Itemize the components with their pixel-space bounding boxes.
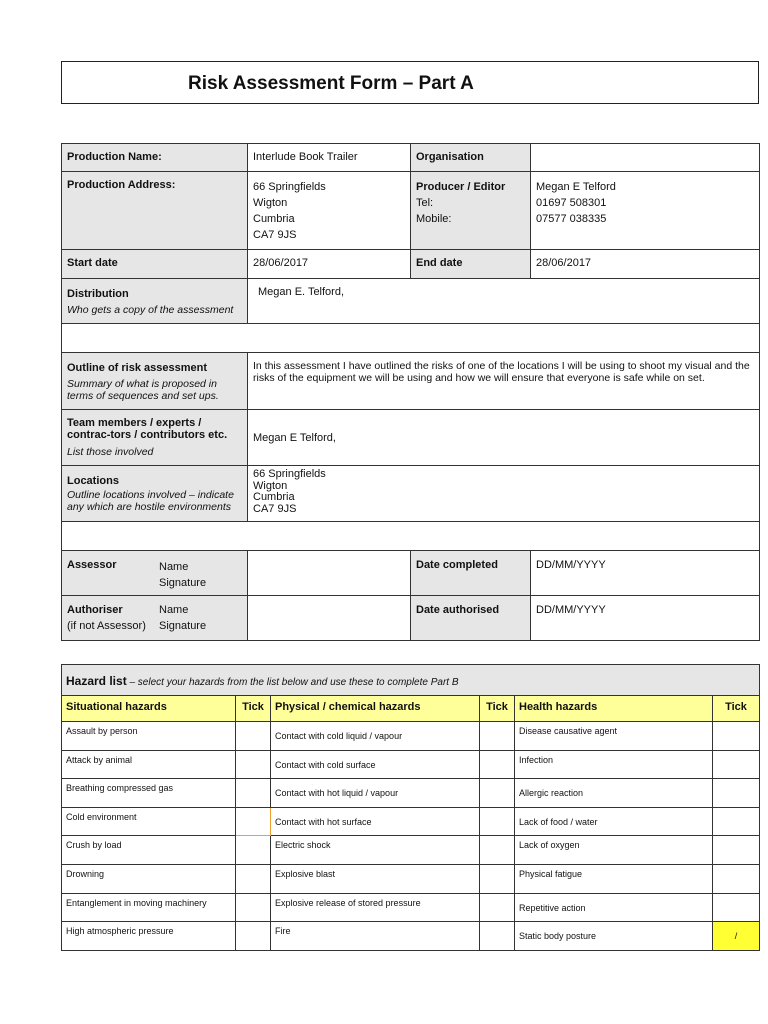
health-hazard-item: Static body posture (515, 922, 713, 951)
production-address-value[interactable] (248, 172, 411, 250)
locations-label: Locations (67, 475, 119, 487)
physical-tick-box[interactable] (480, 864, 515, 893)
situational-hazard-item: Crush by load (62, 836, 236, 865)
distribution-value[interactable]: Megan E. Telford, (248, 279, 760, 324)
team-label-cell (62, 410, 248, 466)
hazard-row (62, 864, 760, 893)
spacer-row (62, 324, 760, 353)
date-completed-value[interactable]: DD/MM/YYYY (531, 551, 760, 596)
producer-labels (411, 172, 531, 250)
end-date-label: End date (411, 250, 531, 279)
mobile-label: Mobile: (416, 213, 452, 225)
physical-tick-box[interactable] (480, 722, 515, 751)
situational-hazard-item: High atmospheric pressure (62, 922, 236, 951)
locations-label-cell (62, 466, 248, 522)
authoriser-label: Authoriser (67, 604, 123, 616)
end-date-value[interactable]: 28/06/2017 (531, 250, 760, 279)
organisation-label: Organisation (411, 144, 531, 172)
production-info-table (61, 143, 760, 641)
spacer-row (62, 522, 760, 551)
date-authorised-value[interactable]: DD/MM/YYYY (531, 596, 760, 641)
physical-hazard-item: Fire (271, 922, 480, 951)
hazard-list-subtitle: – select your hazards from the list below and use these to complete Part B (126, 677, 459, 688)
address-line: CA7 9JS (253, 229, 297, 241)
physical-hazard-item: Contact with hot surface (271, 807, 480, 836)
location-line: Wigton (253, 479, 288, 492)
producer-tel: 01697 508301 (536, 197, 607, 209)
location-line: Cumbria (253, 491, 295, 503)
team-label: Team members / experts / contrac-tors / contributors etc. (67, 417, 228, 441)
health-hazard-item: Repetitive action (515, 893, 713, 922)
locations-sub: Outline locations involved – indicate any which are hostile environments (67, 489, 234, 513)
title-box (61, 61, 759, 104)
distribution-sub: Who gets a copy of the assessment (67, 304, 234, 316)
hazard-row (62, 722, 760, 751)
assessor-fields (159, 559, 206, 591)
start-date-value[interactable]: 28/06/2017 (248, 250, 411, 279)
organisation-value[interactable] (531, 144, 760, 172)
authoriser-value[interactable] (248, 596, 411, 641)
production-name-label: Production Name: (62, 144, 248, 172)
situational-hazard-item: Cold environment (62, 807, 236, 836)
page-title: Risk Assessment Form – Part A (188, 73, 474, 94)
physical-hazard-item: Explosive blast (271, 864, 480, 893)
health-hazard-item: Physical fatigue (515, 864, 713, 893)
health-hazard-item: Allergic reaction (515, 779, 713, 808)
physical-hazard-item: Electric shock (271, 836, 480, 865)
physical-hazard-item: Contact with cold liquid / vapour (271, 722, 480, 751)
situational-hazard-item: Drowning (62, 864, 236, 893)
health-hazard-item: Infection (515, 750, 713, 779)
address-line: Cumbria (253, 213, 295, 225)
assessor-value[interactable] (248, 551, 411, 596)
authoriser-sub: (if not Assessor) (67, 620, 146, 632)
distribution-label: Distribution (67, 288, 129, 300)
health-tick-box[interactable] (713, 864, 760, 893)
situational-tick-box[interactable] (236, 750, 271, 779)
physical-hazard-item: Explosive release of stored pressure (271, 893, 480, 922)
assessor-label-cell (62, 551, 248, 596)
health-hazard-item: Lack of oxygen (515, 836, 713, 865)
situational-hazard-item: Breathing compressed gas (62, 779, 236, 808)
situational-tick-box[interactable] (236, 864, 271, 893)
authoriser-fields (159, 602, 206, 634)
signature-label: Signature (159, 620, 207, 632)
health-tick-box[interactable] (713, 836, 760, 865)
situational-hazard-item: Attack by animal (62, 750, 236, 779)
hazard-list-header (62, 665, 760, 696)
locations-value[interactable] (248, 466, 760, 522)
hazard-row (62, 750, 760, 779)
hazard-row (62, 893, 760, 922)
situational-tick-box[interactable] (236, 807, 271, 836)
situational-tick-box[interactable] (236, 722, 271, 751)
producer-values[interactable] (531, 172, 760, 250)
date-completed-label: Date completed (411, 551, 531, 596)
physical-hazard-item: Contact with hot liquid / vapour (271, 779, 480, 808)
health-tick-box[interactable] (713, 750, 760, 779)
health-hazard-item: Lack of food / water (515, 807, 713, 836)
physical-tick-box[interactable] (480, 779, 515, 808)
col-tick: Tick (236, 696, 271, 722)
signature-label: Signature (159, 577, 207, 589)
name-label: Name (159, 561, 189, 573)
physical-tick-box[interactable] (480, 807, 515, 836)
production-address-label: Production Address: (62, 172, 248, 250)
address-line: 66 Springfields (253, 181, 326, 193)
physical-tick-box[interactable] (480, 750, 515, 779)
health-tick-box[interactable] (713, 893, 760, 922)
situational-tick-box[interactable] (236, 922, 271, 951)
situational-hazard-item: Assault by person (62, 722, 236, 751)
name-label: Name (159, 604, 189, 616)
date-authorised-label: Date authorised (411, 596, 531, 641)
physical-hazard-item: Contact with cold surface (271, 750, 480, 779)
outline-sub: Summary of what is proposed in terms of sequences and set ups. (67, 378, 219, 402)
hazard-row (62, 807, 760, 836)
hazard-table (61, 664, 760, 951)
team-value[interactable]: Megan E Telford, (248, 410, 760, 466)
col-health-hazards: Health hazards (515, 696, 713, 722)
outline-label-cell (62, 353, 248, 410)
health-tick-box[interactable]: / (713, 922, 760, 951)
hazard-row (62, 779, 760, 808)
producer-name: Megan E Telford (536, 181, 616, 193)
team-sub: List those involved (67, 446, 154, 458)
authoriser-label-cell (62, 596, 248, 641)
distribution-label-cell (62, 279, 248, 324)
health-tick-box[interactable] (713, 807, 760, 836)
hazard-row (62, 922, 760, 951)
producer-mobile: 07577 038335 (536, 213, 607, 225)
health-tick-box[interactable] (713, 722, 760, 751)
col-tick: Tick (713, 696, 760, 722)
start-date-label: Start date (62, 250, 248, 279)
situational-tick-box[interactable] (236, 893, 271, 922)
assessor-label: Assessor (67, 559, 117, 571)
address-line: Wigton (253, 197, 288, 209)
situational-tick-box[interactable] (236, 779, 271, 808)
producer-editor-label: Producer / Editor (416, 181, 506, 193)
situational-tick-box[interactable] (236, 836, 271, 865)
location-line: CA7 9JS (253, 502, 297, 515)
hazard-row (62, 836, 760, 865)
physical-tick-box[interactable] (480, 893, 515, 922)
col-situational-hazards: Situational hazards (62, 696, 236, 722)
outline-value[interactable]: In this assessment I have outlined the risks of one of the locations I will be using to shoot my visual and the risks of the equipment we will be using and how we will ensure that everyone is safe while on set. (248, 353, 760, 410)
col-physical-hazards: Physical / chemical hazards (271, 696, 480, 722)
tel-label: Tel: (416, 197, 434, 209)
col-tick: Tick (480, 696, 515, 722)
production-name-value[interactable]: Interlude Book Trailer (248, 144, 411, 172)
physical-tick-box[interactable] (480, 836, 515, 865)
location-line: 66 Springfields (253, 468, 326, 480)
outline-label: Outline of risk assessment (67, 362, 207, 374)
health-hazard-item: Disease causative agent (515, 722, 713, 751)
health-tick-box[interactable] (713, 779, 760, 808)
hazard-list-title: Hazard list (66, 674, 127, 688)
physical-tick-box[interactable] (480, 922, 515, 951)
situational-hazard-item: Entanglement in moving machinery (62, 893, 236, 922)
